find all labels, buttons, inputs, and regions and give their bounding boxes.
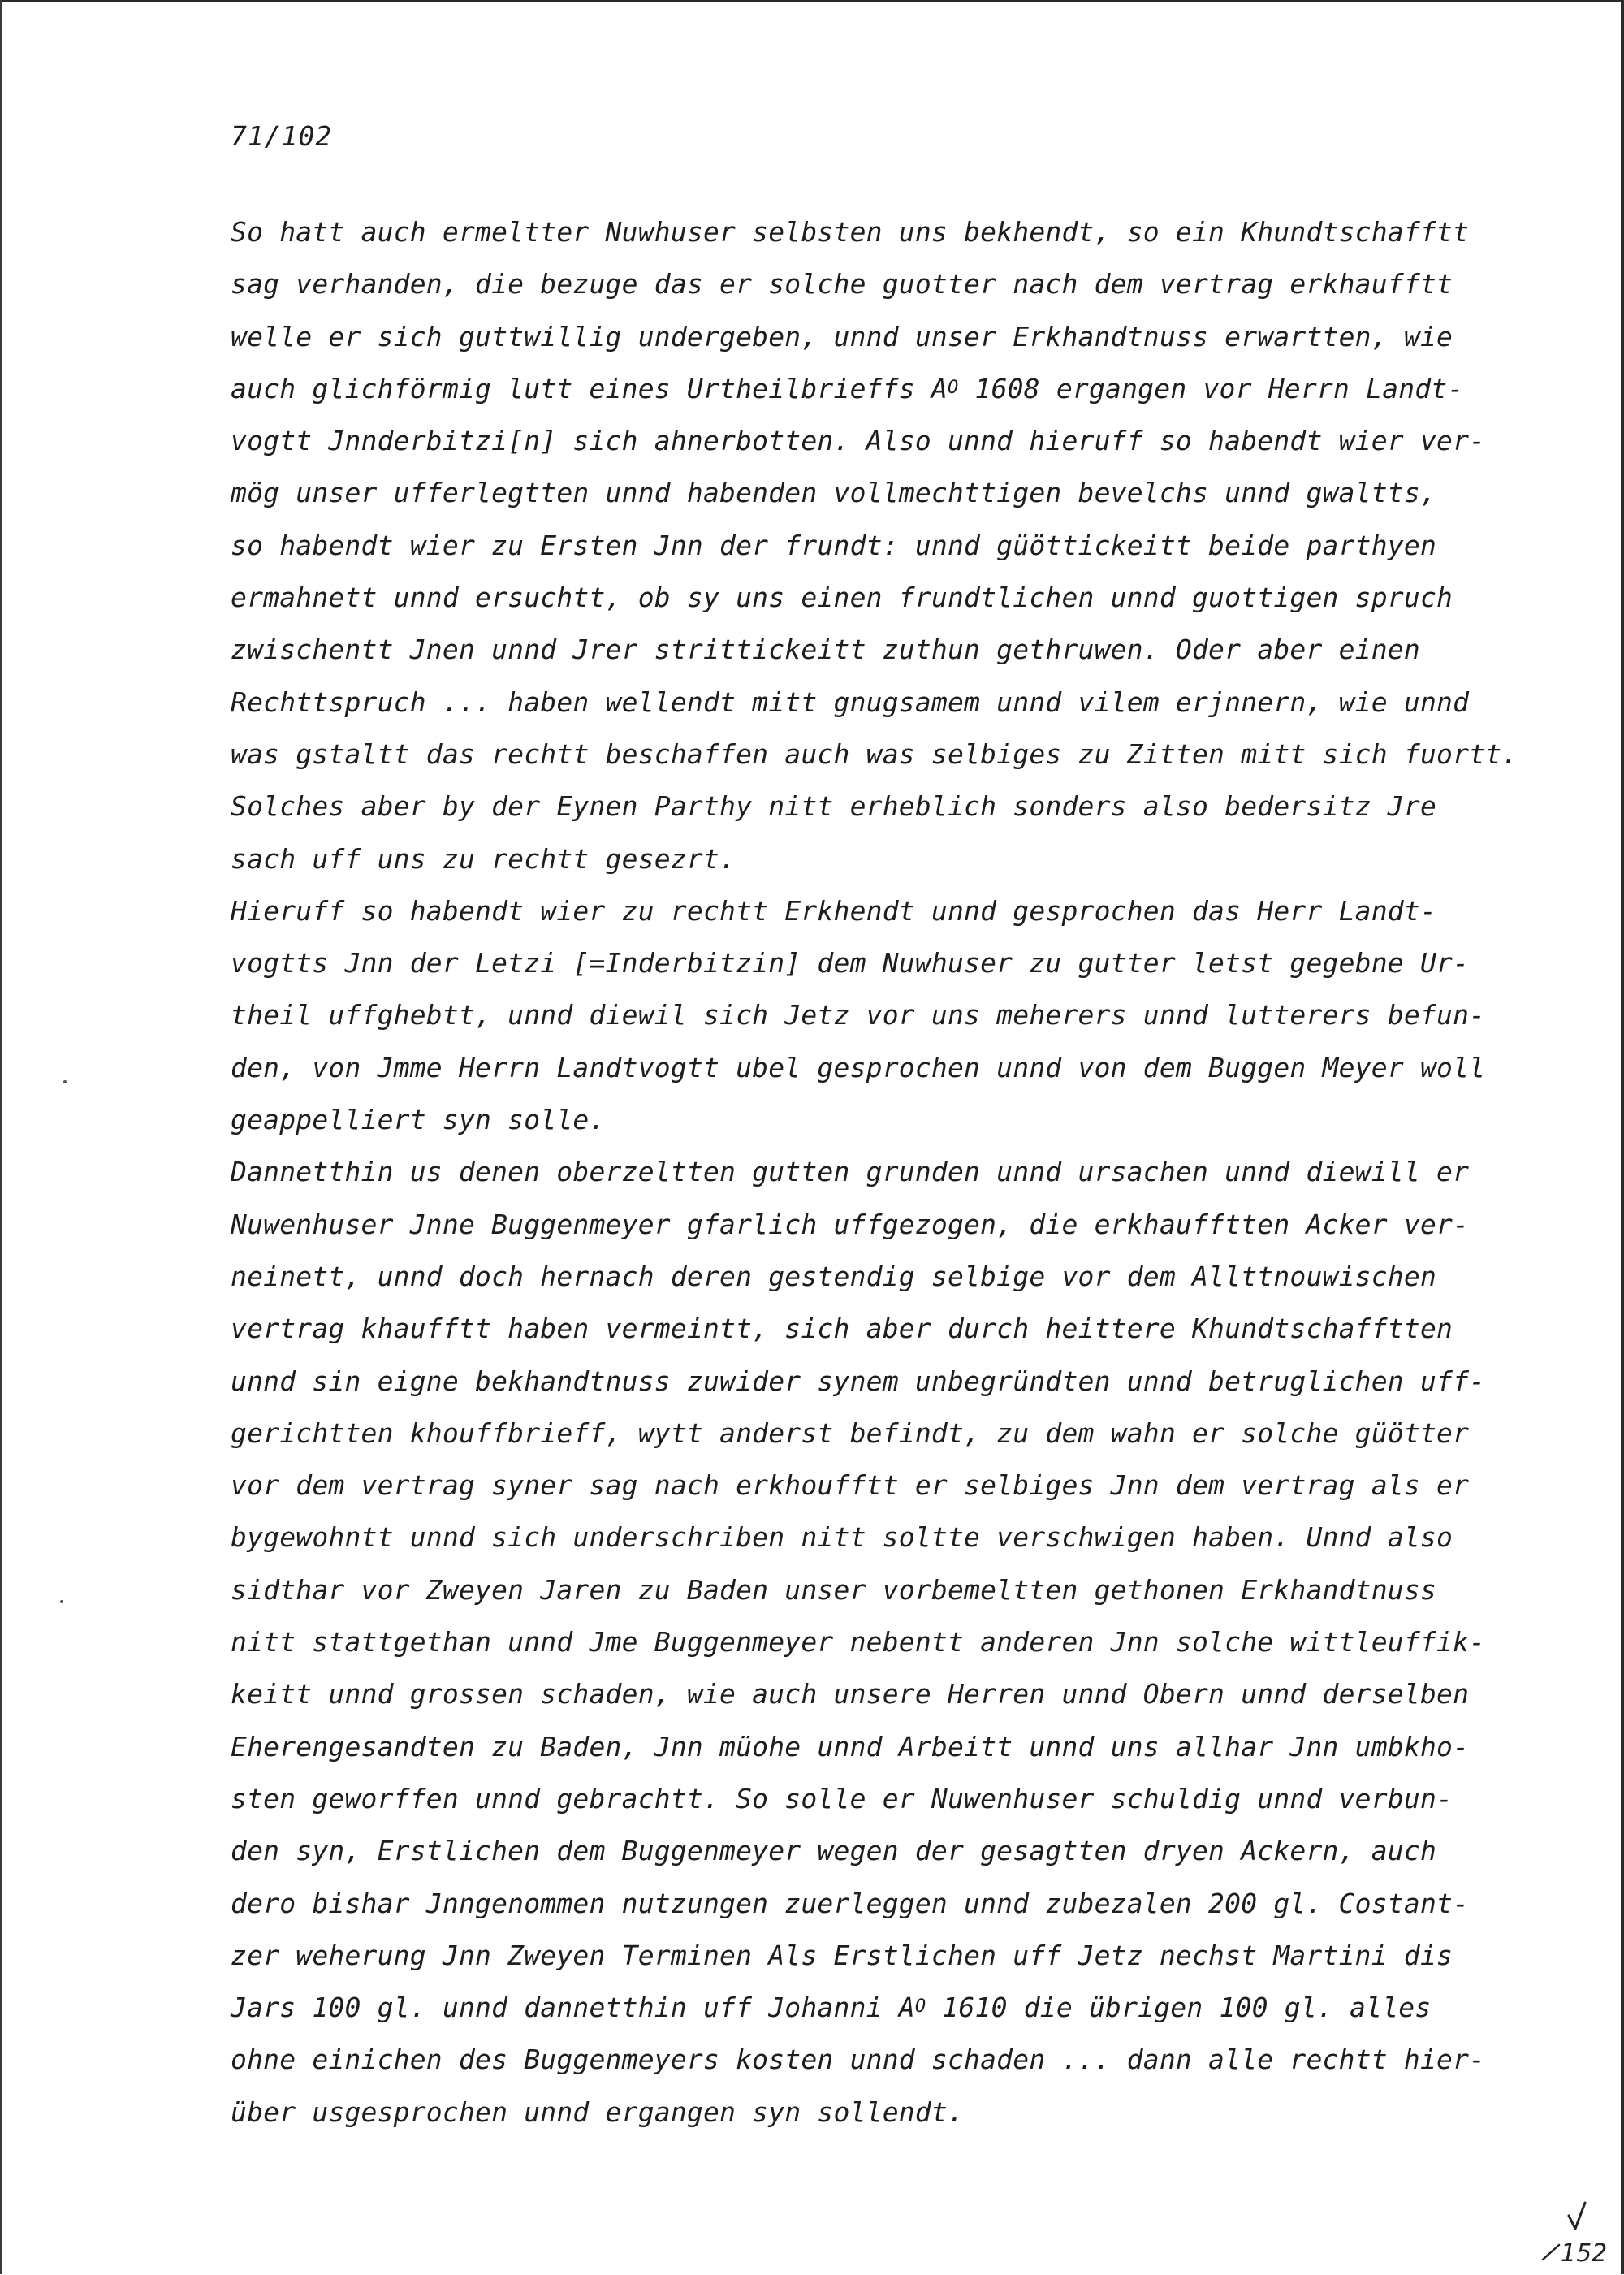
text-line-content: 1608 ergangen vor Herrn Landt- — [958, 372, 1464, 404]
text-line-content: welle er sich guttwillig undergeben, unnd unser Erkhandtnuss erwartten, wie — [231, 320, 1453, 352]
text-line-content: nitt stattgethan unnd Jme Buggenmeyer nebentt anderen Jnn solche wittleuffik- — [231, 1626, 1486, 1659]
text-line — [231, 1042, 1546, 1094]
text-line — [231, 258, 1546, 310]
text-line-content: vogtts Jnn der Letzi [=Inderbitzin] dem Nuwhuser zu gutter letst gegebne Ur- — [231, 947, 1470, 980]
text-line-content: keitt unnd grossen schaden, wie auch unsere Herren unnd Obern unnd derselben — [231, 1678, 1470, 1711]
text-line-content: 1610 die übrigen 100 gl. alles — [926, 1992, 1432, 2024]
text-line-content: den syn, Erstlichen dem Buggenmeyer wegen der gesagtten dryen Ackern, auch — [231, 1835, 1437, 1867]
text-line — [231, 677, 1546, 729]
text-line — [231, 1825, 1546, 1877]
text-line-content: ohne einichen des Buggenmeyers kosten unnd schaden ... dann alle rechtt hier- — [231, 2044, 1486, 2076]
text-line-content: dero bishar Jnngenommen nutzungen zuerleggen unnd zubezalen 200 gl. Costant- — [231, 1887, 1470, 1919]
text-line-content: Hieruff so habendt wier zu rechtt Erkhendt unnd gesprochen das Herr Landt- — [231, 894, 1437, 927]
text-line — [231, 1564, 1546, 1616]
text-line — [231, 1356, 1546, 1408]
text-line-content: So hatt auch ermeltter Nuwhuser selbsten uns bekhendt, so ein Khundtschafftt — [231, 216, 1470, 248]
text-line-content: so habendt wier zu Ersten Jnn der frundt: unnd güöttickeitt beide parthyen — [231, 529, 1437, 561]
text-line-content: neinett, unnd doch hernach deren gestendig selbige vor dem Allttnouwischen — [231, 1260, 1437, 1292]
superscript: O — [947, 377, 959, 398]
text-line — [231, 363, 1546, 415]
folio-number: 152 — [1561, 2239, 1608, 2268]
text-line-content: gerichtten khouffbrieff, wytt anderst befindt, zu dem wahn er solche güötter — [231, 1416, 1470, 1449]
transcription-text — [231, 206, 1546, 2139]
stray-dot — [60, 1600, 63, 1603]
text-line-content: theil uffghebtt, unnd diewil sich Jetz vor uns meherers unnd lutterers befun- — [231, 999, 1486, 1032]
text-line-content: über usgesprochen unnd ergangen syn sollendt. — [231, 2096, 965, 2128]
text-line — [231, 781, 1546, 833]
text-line — [231, 2034, 1546, 2086]
text-line — [231, 1512, 1546, 1564]
text-line — [231, 885, 1546, 937]
page-right-edge — [1621, 0, 1624, 2274]
text-line-content: Nuwenhuser Jnne Buggenmeyer gfarlich uffgezogen, die erkhaufftten Acker ver- — [231, 1208, 1470, 1240]
text-line-content: vogtt Jnnderbitzi[n] sich ahnerbotten. Also unnd hieruff so habendt wier ver- — [231, 425, 1486, 457]
text-line — [231, 833, 1546, 885]
text-line-content: bygewohntt unnd sich underschriben nitt soltte verschwigen haben. Unnd also — [231, 1521, 1453, 1554]
text-line-content: sten geworffen unnd gebrachtt. So solle er Nuwenhuser schuldig unnd verbun- — [231, 1782, 1453, 1814]
text-line-content: auch glichförmig lutt eines Urtheilbrieffs A — [231, 372, 948, 404]
text-line-content: sidthar vor Zweyen Jaren zu Baden unser vorbemeltten gethonen Erkhandtnuss — [231, 1573, 1437, 1606]
text-line-content: Solches aber by der Eynen Parthy nitt erheblich sonders also bedersitz Jre — [231, 790, 1437, 823]
handwritten-folio-annotation — [1518, 2198, 1608, 2271]
stray-dot — [63, 1080, 67, 1083]
text-line — [231, 206, 1546, 258]
text-line — [231, 572, 1546, 624]
text-line — [231, 1303, 1546, 1355]
text-line-content: Jars 100 gl. unnd dannetthin uff Johanni A — [231, 1992, 915, 2024]
text-line-content: sach uff uns zu rechtt gesezrt. — [231, 842, 736, 875]
text-line-content: was gstaltt das rechtt beschaffen auch was selbiges zu Zitten mitt sich fuortt. — [231, 737, 1518, 770]
text-line-content: zwischentt Jnen unnd Jrer strittickeitt zuthun gethruwen. Oder aber einen — [231, 634, 1420, 666]
text-line-content: zer weherung Jnn Zweyen Terminen Als Erstlichen uff Jetz nechst Martini dis — [231, 1939, 1453, 1971]
text-line — [231, 1773, 1546, 1825]
text-line — [231, 1878, 1546, 1930]
text-line — [231, 1460, 1546, 1512]
text-line — [231, 1199, 1546, 1251]
text-line-content: den, von Jmme Herrn Landtvogtt ubel gesprochen unnd von dem Buggen Meyer woll — [231, 1051, 1486, 1083]
text-line — [231, 624, 1546, 676]
text-line-content: Eherengesandten zu Baden, Jnn müohe unnd Arbeitt unnd uns allhar Jnn umbkho- — [231, 1730, 1470, 1762]
text-line — [231, 415, 1546, 467]
text-line — [231, 1146, 1546, 1198]
text-line — [231, 729, 1546, 781]
check-mark-icon — [1518, 2198, 1608, 2271]
text-line — [231, 2087, 1546, 2139]
page-reference: 71/102 — [231, 120, 333, 152]
text-line — [231, 311, 1546, 363]
superscript: O — [914, 1996, 926, 2018]
text-line-content: Rechttspruch ... haben wellendt mitt gnugsamem unnd vilem erjnnern, wie unnd — [231, 686, 1470, 718]
text-line-content: vor dem vertrag syner sag nach erkhoufftt er selbiges Jnn dem vertrag als er — [231, 1469, 1470, 1502]
text-line-content: geappelliert syn solle. — [231, 1104, 606, 1136]
text-line-content: Dannetthin us denen oberzeltten gutten grunden unnd ursachen unnd diewill er — [231, 1156, 1470, 1188]
page-left-edge — [0, 0, 2, 2274]
text-line-content: vertrag khaufftt haben vermeintt, sich aber durch heittere Khundtschafftten — [231, 1313, 1453, 1345]
text-line — [231, 1251, 1546, 1303]
text-line — [231, 1930, 1546, 1982]
text-line — [231, 1408, 1546, 1460]
text-line — [231, 1616, 1546, 1668]
text-line-content: mög unser ufferlegtten unnd habenden vollmechttigen bevelchs unnd gwaltts, — [231, 477, 1437, 509]
text-line — [231, 1094, 1546, 1146]
text-line — [231, 937, 1546, 989]
text-line-content: sag verhanden, die bezuge das er solche guotter nach dem vertrag erkhaufftt — [231, 268, 1453, 301]
text-line-content: unnd sin eigne bekhandtnuss zuwider synem unbegründten unnd betruglichen uff- — [231, 1365, 1486, 1397]
text-line-content: ermahnett unnd ersuchtt, ob sy uns einen frundtlichen unnd guottigen spruch — [231, 582, 1453, 614]
page-top-edge — [0, 0, 1624, 2]
text-line — [231, 467, 1546, 519]
text-line — [231, 1982, 1546, 2034]
text-line — [231, 1668, 1546, 1720]
text-line — [231, 1721, 1546, 1773]
text-line — [231, 520, 1546, 572]
document-body — [231, 115, 1546, 2139]
text-line — [231, 989, 1546, 1041]
